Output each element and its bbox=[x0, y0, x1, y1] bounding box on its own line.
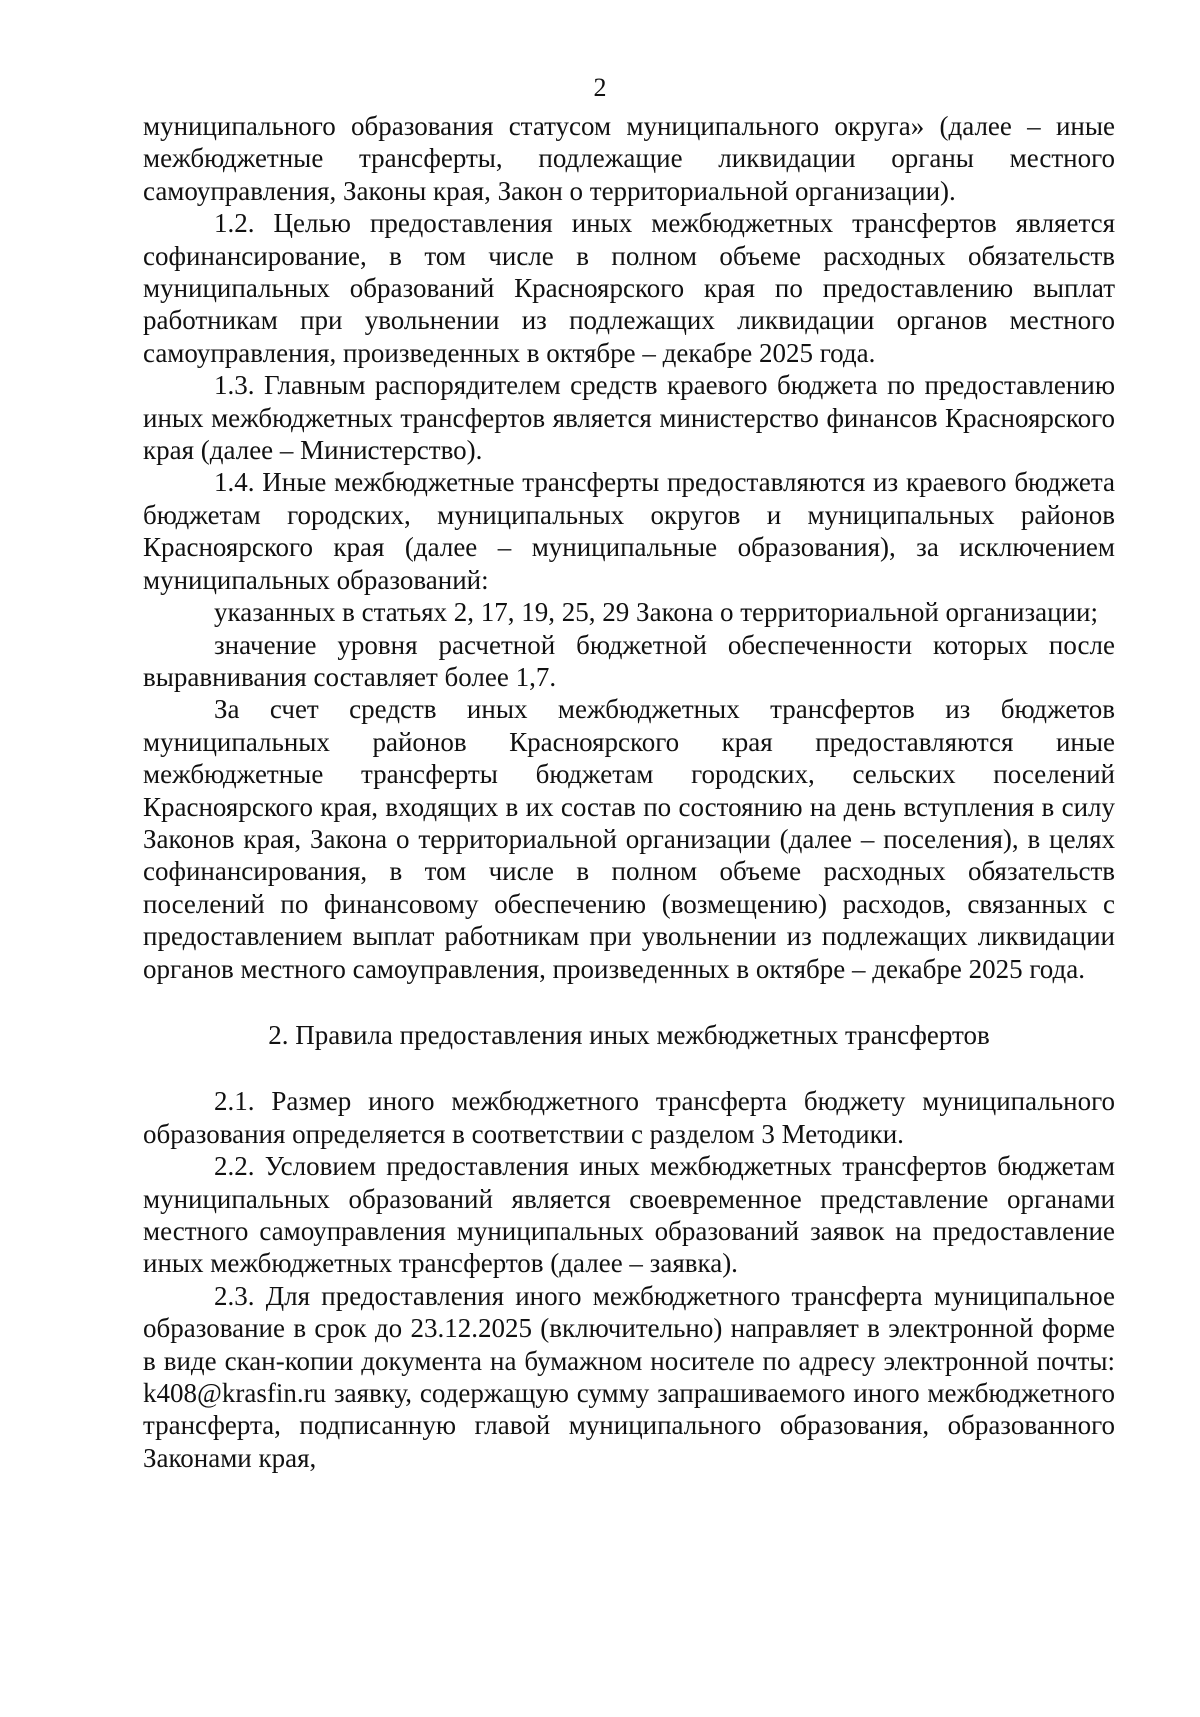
paragraph-exception-2: значение уровня расчетной бюджетной обеспеченности которых после выравнивания составляет более 1,7. bbox=[143, 629, 1115, 692]
spacer bbox=[143, 985, 1115, 1019]
paragraph-continuation: муниципального образования статусом муниципального округа» (далее – иные межбюджетные трансферты, подлежащие ликвидации органы местного самоуправления, Законы края, Закон о территориальной организации). bbox=[143, 111, 1115, 206]
paragraph-exception-1: указанных в статьях 2, 17, 19, 25, 29 Закона о территориальной организации; bbox=[214, 597, 1098, 628]
paragraph-1-3: 1.3. Главным распорядителем средств краевого бюджета по предоставлению иных межбюджетных трансфертов является министерство финансов Красноярского края (далее – Министерство). bbox=[143, 370, 1115, 466]
paragraph-1-4: 1.4. Иные межбюджетные трансферты предоставляются из краевого бюджета бюджетам городских, муниципальных округов и муниципальных районов Красноярского края (далее – муниципальные образования), за исключением муниципальных образований: bbox=[143, 467, 1115, 595]
section-2-heading: 2. Правила предоставления иных межбюджетных трансфертов bbox=[268, 1019, 990, 1050]
paragraph-2-2: 2.2. Условием предоставления иных межбюджетных трансфертов бюджетам муниципальных образований является своевременное представление органами местного самоуправления муниципальных образований заявок на предоставление иных межбюджетных трансфертов (далее – заявка). bbox=[143, 1151, 1115, 1279]
spacer bbox=[143, 1051, 1115, 1085]
paragraph-2-3: 2.3. Для предоставления иного межбюджетного трансферта муниципальное образование в срок до 23.12.2025 (включительно) направляет в электронной форме в виде скан-копии документа на бумажном носителе по адресу электронной почты: k408@krasfin.ru заявку, содержащую сумму запрашиваемого иного межбюджетного трансферта, подписанную главой муниципального образования, образованного Законами края, bbox=[143, 1280, 1115, 1473]
paragraph-settlements: За счет средств иных межбюджетных трансфертов из бюджетов муниципальных районов Красноярского края предоставляются иные межбюджетные трансферты бюджетам городских, сельских поселений Красноярского края, входящих в их состав по состоянию на день вступления в силу Законов края, Закона о территориальной организации (далее – поселения), в целях софинансирования, в том числе в полном объеме расходных обязательств поселений по финансовому обеспечению (возмещению) расходов, связанных с предоставлением выплат работникам при увольнении из подлежащих ликвидации органов местного самоуправления, произведенных в октябре – декабре 2025 года. bbox=[143, 694, 1115, 984]
page-number: 2 bbox=[593, 73, 607, 102]
document-body bbox=[143, 110, 1115, 1474]
paragraph-2-1: 2.1. Размер иного межбюджетного трансферта бюджету муниципального образования определяется в соответствии с разделом 3 Методики. bbox=[143, 1086, 1115, 1149]
paragraph-1-2: 1.2. Целью предоставления иных межбюджетных трансфертов является софинансирование, в том числе в полном объеме расходных обязательств муниципальных образований Красноярского края по предоставлению выплат работникам при увольнении из подлежащих ликвидации органов местного самоуправления, произведенных в октябре – декабре 2025 года. bbox=[143, 208, 1115, 368]
